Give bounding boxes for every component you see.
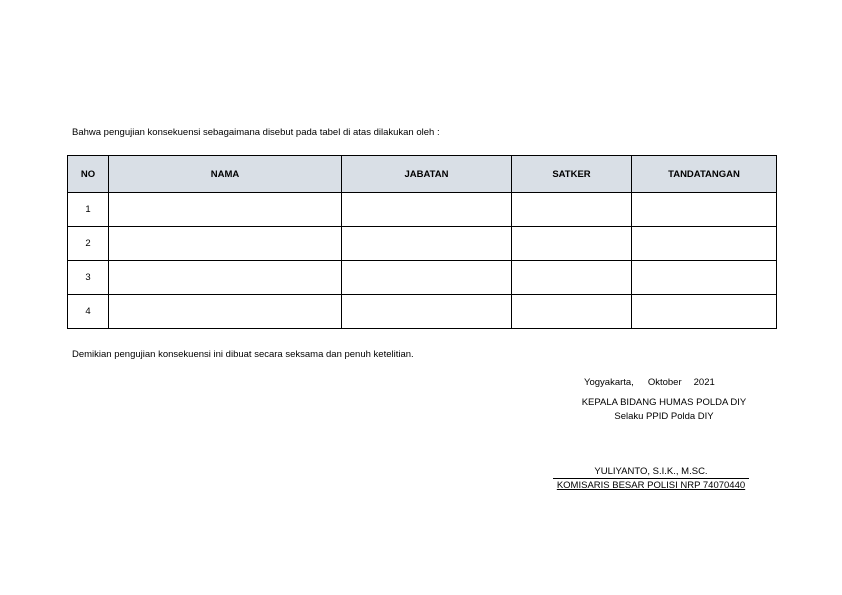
signature-place: Yogyakarta, (584, 377, 634, 388)
signer-office-title: KEPALA BIDANG HUMAS POLDA DIY (581, 397, 747, 408)
signer-office-subtitle: Selaku PPID Polda DIY (614, 411, 714, 422)
cell-satker (512, 261, 632, 295)
cell-no: 3 (68, 261, 109, 295)
cell-tandatangan (632, 295, 777, 329)
cell-tandatangan (632, 261, 777, 295)
cell-tandatangan (632, 193, 777, 227)
column-header-tandatangan: TANDATANGAN (632, 156, 777, 193)
cell-no: 4 (68, 295, 109, 329)
place-date (584, 377, 715, 388)
cell-nama (109, 295, 342, 329)
column-header-nama: NAMA (109, 156, 342, 193)
cell-satker (512, 227, 632, 261)
cell-jabatan (342, 261, 512, 295)
cell-tandatangan (632, 227, 777, 261)
cell-satker (512, 295, 632, 329)
cell-nama (109, 261, 342, 295)
signature-table (67, 155, 777, 329)
cell-no: 1 (68, 193, 109, 227)
signature-year: 2021 (693, 377, 715, 388)
cell-jabatan (342, 193, 512, 227)
column-header-satker: SATKER (512, 156, 632, 193)
cell-no: 2 (68, 227, 109, 261)
closing-text: Demikian pengujian konsekuensi ini dibuat secara seksama dan penuh ketelitian. (72, 349, 414, 360)
column-header-no: NO (68, 156, 109, 193)
cell-nama (109, 227, 342, 261)
table-row (68, 193, 777, 227)
table-row (68, 261, 777, 295)
column-header-jabatan: JABATAN (342, 156, 512, 193)
cell-nama (109, 193, 342, 227)
signer-name: YULIYANTO, S.I.K., M.SC. (553, 466, 749, 479)
signature-month: Oktober (647, 377, 682, 388)
signer-rank: KOMISARIS BESAR POLISI NRP 74070440 (556, 480, 746, 491)
table-row (68, 227, 777, 261)
cell-jabatan (342, 227, 512, 261)
intro-text: Bahwa pengujian konsekuensi sebagaimana disebut pada tabel di atas dilakukan oleh : (72, 127, 440, 138)
cell-satker (512, 193, 632, 227)
table-header-row (68, 156, 777, 193)
table-row (68, 295, 777, 329)
cell-jabatan (342, 295, 512, 329)
